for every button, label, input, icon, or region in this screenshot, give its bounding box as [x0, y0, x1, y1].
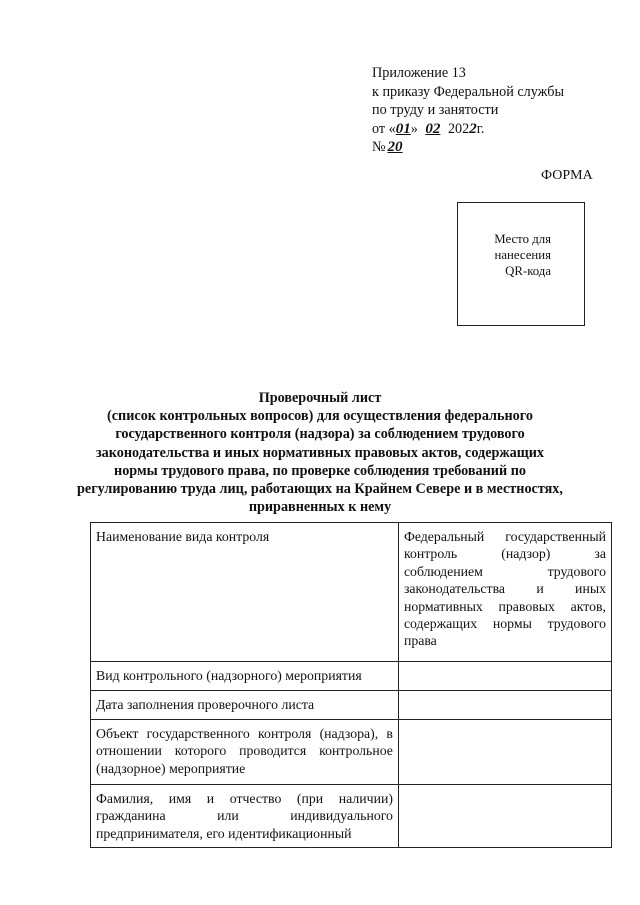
table-cell-label: Объект государственного контроля (надзора), в отношении которого проводится контрольное (надзорное) мероприятие	[91, 720, 399, 785]
appendix-header	[372, 64, 564, 157]
date-end: г.	[476, 120, 485, 137]
table-row	[91, 523, 612, 662]
document-title	[70, 389, 570, 516]
title-line-4: законодательства и иных нормативных правовых актов, содержащих	[95, 444, 545, 461]
table-row	[91, 662, 612, 691]
appendix-order-number	[372, 138, 564, 157]
date-month: 02	[425, 120, 441, 137]
control-info-table	[90, 522, 612, 848]
title-line-3: государственного контроля (надзора) за соблюдением трудового	[115, 426, 525, 443]
appendix-number: Приложение 13	[372, 65, 466, 81]
table-cell-value	[398, 691, 611, 720]
table-cell-label: Фамилия, имя и отчество (при наличии) гражданина или индивидуального предпринимателя, его идентификационный	[91, 785, 399, 848]
appendix-date	[372, 120, 564, 139]
table-row	[91, 720, 612, 785]
date-year-suffix: 2	[469, 120, 477, 137]
date-prefix: от «	[372, 120, 396, 137]
title-line-1: Проверочный лист	[258, 390, 382, 406]
qr-code-placeholder	[457, 202, 585, 326]
qr-placeholder-text	[494, 231, 551, 279]
appendix-order-ref: к приказу Федеральной службы	[372, 83, 565, 100]
date-year-prefix: 202	[447, 120, 470, 137]
form-label: ФОРМА	[541, 168, 593, 183]
table-cell-label: Вид контрольного (надзорного) мероприятия	[91, 662, 399, 691]
table-cell-value	[398, 720, 611, 785]
table-cell-label: Дата заполнения проверочного листа	[91, 691, 399, 720]
table-cell-value	[398, 662, 611, 691]
table-row	[91, 691, 612, 720]
table-cell-label: Наименование вида контроля	[91, 523, 399, 662]
table-row	[91, 785, 612, 848]
table-cell-value: Федеральный государственный контроль (надзор) за соблюдением трудового законодательства и иных нормативных правовых актов, содержащих нормы трудового права	[398, 523, 611, 662]
qr-line-3: QR-кода	[505, 264, 551, 278]
date-mid: »	[410, 120, 418, 137]
title-line-2: (список контрольных вопросов) для осуществления федерального	[107, 408, 533, 425]
qr-line-2: нанесения	[494, 248, 551, 262]
table-cell-value	[398, 785, 611, 848]
title-line-6: регулированию труда лиц, работающих на Крайнем Севере и в местностях,	[77, 481, 563, 498]
title-line-7: приравненных к нему	[248, 499, 392, 516]
number-prefix: №	[372, 139, 386, 155]
date-day: 01	[395, 120, 411, 137]
appendix-agency: по труду и занятости	[372, 102, 499, 118]
title-line-5: нормы трудового права, по проверке соблюдения требований по	[114, 462, 526, 479]
number-value: 20	[387, 139, 403, 155]
qr-line-1: Место для	[494, 232, 551, 246]
